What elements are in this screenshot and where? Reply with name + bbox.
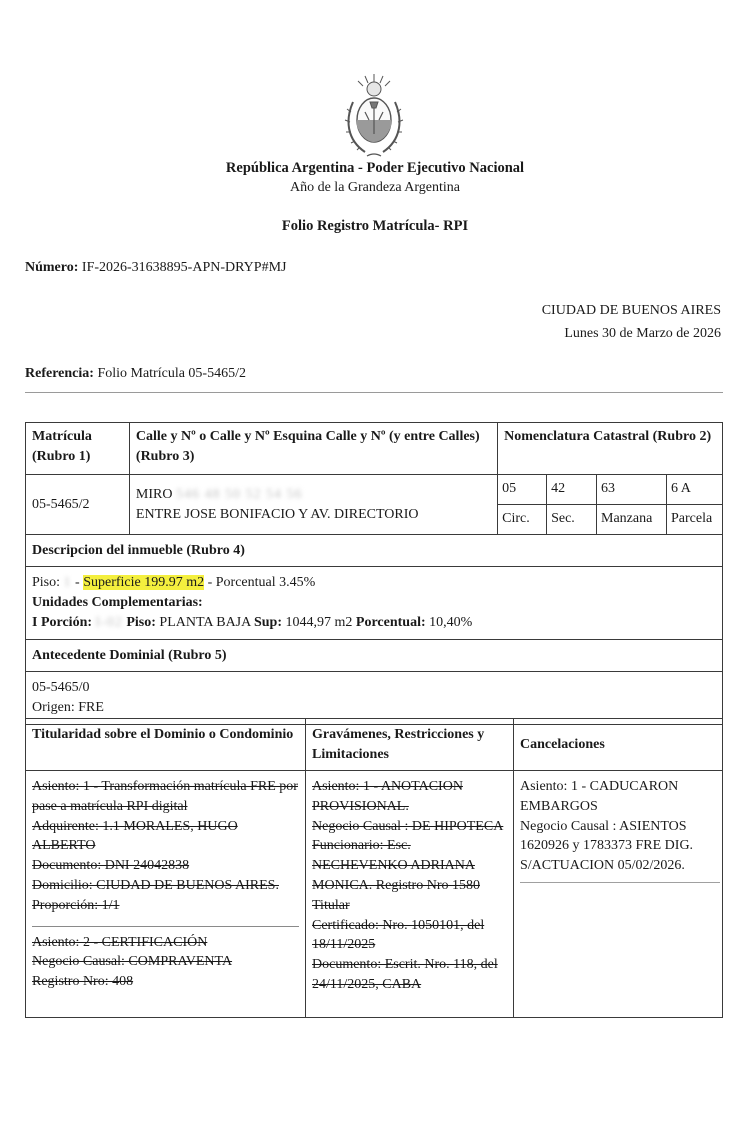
calle-blurred-numbers: 546 48 50 52 54 56 xyxy=(175,486,303,502)
document-title: Folio Registro Matrícula- RPI xyxy=(281,218,469,234)
cancelacion-line: Negocio Causal : ASIENTOS 1620926 y 1783373 FRE DIG. S/ACTUACION 05/02/2026. xyxy=(520,818,694,874)
matricula-value: 05-5465/2 xyxy=(26,475,130,535)
issuer-title: República Argentina - Poder Ejecutivo Nacional xyxy=(225,160,525,176)
circ-label: Circ. xyxy=(498,505,547,535)
gravamen-line: Documento: Escrit. Nro. 118, del 24/11/2025, CABA xyxy=(312,957,498,992)
nomenclatura-header: Nomenclatura Catastral (Rubro 2) xyxy=(498,423,723,475)
national-coat-of-arms-seal xyxy=(343,72,405,158)
divider xyxy=(25,392,723,393)
manzana-label: Manzana xyxy=(597,505,667,535)
asiento-separator xyxy=(32,926,299,927)
porcion-label: I Porción: xyxy=(32,615,93,630)
referencia-value: Folio Matrícula 05-5465/2 xyxy=(97,366,246,381)
sup-value: 1044,97 m2 xyxy=(285,615,353,630)
unidad-porcentual-value: 10,40% xyxy=(429,615,473,630)
antecedente-origen: Origen: FRE xyxy=(32,700,104,715)
gravamen-line: Certificado: Nro. 1050101, del 18/11/2025 xyxy=(312,917,485,953)
gravamenes-header: Gravámenes, Restricciones y Limitaciones xyxy=(306,719,513,771)
calle-street: MIRO xyxy=(135,486,173,502)
antecedente-matricula: 05-5465/0 xyxy=(32,680,90,695)
descripcion-body xyxy=(26,567,723,640)
calle-between: ENTRE JOSE BONIFACIO Y AV. DIRECTORIO xyxy=(135,506,419,522)
document-date: Lunes 30 de Marzo de 2026 xyxy=(564,326,721,341)
unidad-porcentual-label: Porcentual: xyxy=(355,615,426,630)
calle-value xyxy=(129,475,497,535)
unidad-row xyxy=(32,613,716,633)
reference xyxy=(25,366,246,382)
gravamen-line: Funcionario: Esc. NECHEVENKO ADRIANA MONICA. Registro Nro 1580 Titular xyxy=(312,838,480,913)
descripcion-header: Descripcion del inmueble (Rubro 4) xyxy=(26,535,723,567)
titularidad-line: Asiento: 1 - Transformación matrícula FRE por pase a matrícula RPI digital xyxy=(32,779,298,814)
titularidad-line: Proporción: 1/1 xyxy=(32,897,120,913)
numero-value: IF-2026-31638895-APN-DRYP#MJ xyxy=(81,260,287,275)
circ-value: 05 xyxy=(498,475,547,505)
calle-header: Calle y Nº o Calle y Nº Esquina Calle y Nº (y entre Calles) (Rubro 3) xyxy=(129,423,497,475)
unidad-piso-label: Piso: xyxy=(126,615,156,630)
porcentual: - Porcentual 3.45% xyxy=(207,575,316,590)
superficie-highlight: Superficie 199.97 m2 xyxy=(83,575,205,590)
document-number xyxy=(25,260,286,276)
gravamen-line: Negocio Causal : DE HIPOTECA xyxy=(312,818,504,834)
year-motto: Año de la Grandeza Argentina xyxy=(289,180,460,195)
titularidad-line: Asiento: 2 - CERTIFICACIÓN xyxy=(32,934,208,950)
manzana-value: 63 xyxy=(597,475,667,505)
parcela-label: Parcela xyxy=(666,505,722,535)
referencia-label: Referencia: xyxy=(25,366,94,381)
sec-label: Sec. xyxy=(547,505,597,535)
titularidad-line: Domicilio: CIUDAD DE BUENOS AIRES. xyxy=(32,877,279,893)
cancelacion-line: Asiento: 1 - CADUCARON EMBARGOS xyxy=(520,779,679,814)
unidades-label: Unidades Complementarias: xyxy=(32,595,203,610)
gravamenes-column xyxy=(306,719,514,1017)
parcela-value: 6 A xyxy=(666,475,722,505)
piso-blurred: 1 xyxy=(63,575,72,590)
cancelaciones-header: Cancelaciones xyxy=(514,719,722,771)
titularidad-line: Registro Nro: 408 xyxy=(32,974,134,990)
cancelacion-separator xyxy=(520,882,720,883)
titularidad-column xyxy=(26,719,306,1017)
antecedente-body xyxy=(26,672,723,725)
numero-label: Número: xyxy=(25,260,79,275)
dash: - xyxy=(75,575,80,590)
folio-table xyxy=(25,422,723,725)
cancelaciones-column xyxy=(514,719,722,1017)
piso-label: Piso: xyxy=(32,575,61,590)
titularidad-header: Titularidad sobre el Dominio o Condominio xyxy=(26,719,305,771)
gravamen-line: Asiento: 1 - ANOTACION PROVISIONAL. xyxy=(312,779,463,814)
asientos-block xyxy=(25,718,723,1018)
sup-label: Sup: xyxy=(253,615,282,630)
place: CIUDAD DE BUENOS AIRES xyxy=(541,303,721,318)
sec-value: 42 xyxy=(547,475,597,505)
antecedente-header: Antecedente Dominial (Rubro 5) xyxy=(26,640,723,672)
titularidad-line: Adquirente: 1.1 MORALES, HUGO ALBERTO xyxy=(32,818,238,854)
matricula-header: Matrícula (Rubro 1) xyxy=(26,423,130,475)
titularidad-line: Documento: DNI 24042838 xyxy=(32,858,190,874)
titularidad-line: Negocio Causal: COMPRAVENTA xyxy=(32,954,233,970)
unidad-piso-value: PLANTA BAJA xyxy=(159,615,251,630)
porcion-blurred: I-02 xyxy=(95,615,123,630)
